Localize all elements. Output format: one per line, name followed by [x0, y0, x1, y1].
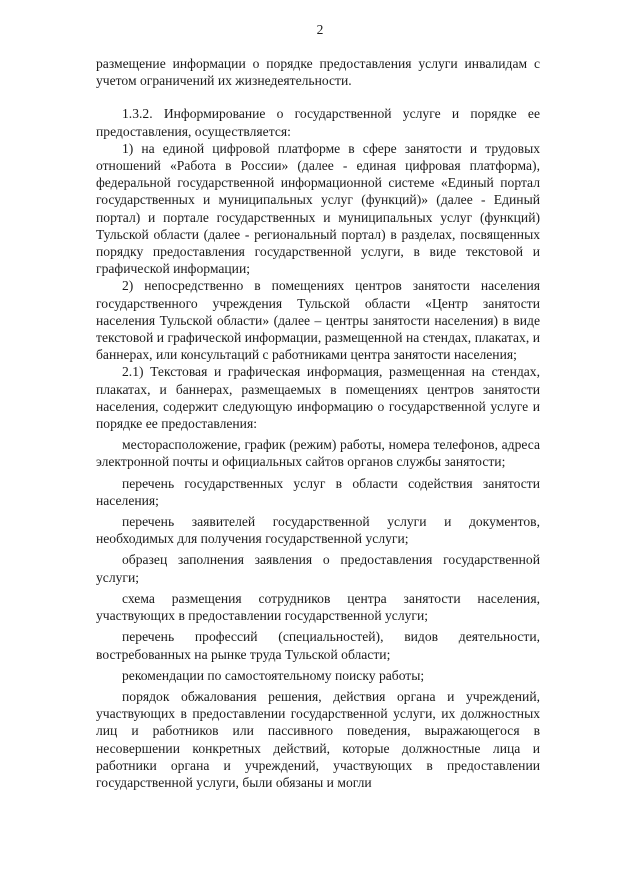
- paragraph-item-2-employment-centers: 2) непосредственно в помещениях центров занятости населения государственного учреждения Тульской области «Центр занятости населения Тульской области» (далее – центры занятости населения) в виде текстовой и графической информации, размещенной на стендах, плакатах, и баннерах, или консультаций с работниками центра занятости населения;: [96, 278, 540, 363]
- paragraph-location-schedule: месторасположение, график (режим) работы, номера телефонов, адреса электронной почты и официальных сайтов органов службы занятости;: [96, 437, 540, 470]
- paragraph-item-2-1-stands-info: 2.1) Текстовая и графическая информация, размещенная на стендах, плакатах, и баннерах, размещаемых в помещениях центров занятости населения, содержит следующую информацию о государственной услуге и порядке ее предоставления:: [96, 364, 540, 432]
- paragraph-item-1-digital-platform: 1) на единой цифровой платформе в сфере занятости и трудовых отношений «Работа в России» (далее - единая цифровая платформа), федеральной государственной информационной системе «Единый портал государственных и муниципальных услуг (функций)» (далее - Единый портал) и портале государственных и муниципальных услуг (функций) Тульской области (далее - региональный портал) в разделах, посвященных порядку предоставления государственной услуги, в виде текстовой и графической информации;: [96, 140, 540, 277]
- paragraph-section-1-3-2: 1.3.2. Информирование о государственной услуге и порядке ее предоставления, осуществляется:: [96, 106, 540, 139]
- paragraph-job-search-tips: рекомендации по самостоятельному поиску работы;: [122, 667, 425, 683]
- page-number: 2: [316, 22, 324, 37]
- paragraph-appeal-procedure: порядок обжалования решения, действия органа и учреждений, участвующих в предоставлении государственной услуги, их должностных лиц и работников или пассивного поведения, выражающегося в несовершении конкретных действий, которые должностные лица и работники органа и учреждений, участвующих в предоставлении государственной услуги, были обязаны и могли: [96, 688, 540, 790]
- paragraph-staff-layout: схема размещения сотрудников центра занятости населения, участвующих в предоставлении государственной услуги;: [96, 590, 540, 624]
- document-body: [96, 55, 540, 791]
- paragraph-application-sample: образец заполнения заявления о предоставления государственной услуги;: [96, 552, 540, 585]
- paragraph-info-placement: размещение информации о порядке предоставления услуги инвалидам с учетом ограничений их жизнедеятельности.: [96, 56, 540, 89]
- paragraph-applicants-documents: перечень заявителей государственной услуги и документов, необходимых для получения государственной услуги;: [96, 514, 540, 547]
- paragraph-professions-list: перечень профессий (специальностей), видов деятельности, востребованных на рынке труда Тульской области;: [96, 629, 540, 662]
- paragraph-services-list: перечень государственных услуг в области содействия занятости населения;: [96, 475, 540, 508]
